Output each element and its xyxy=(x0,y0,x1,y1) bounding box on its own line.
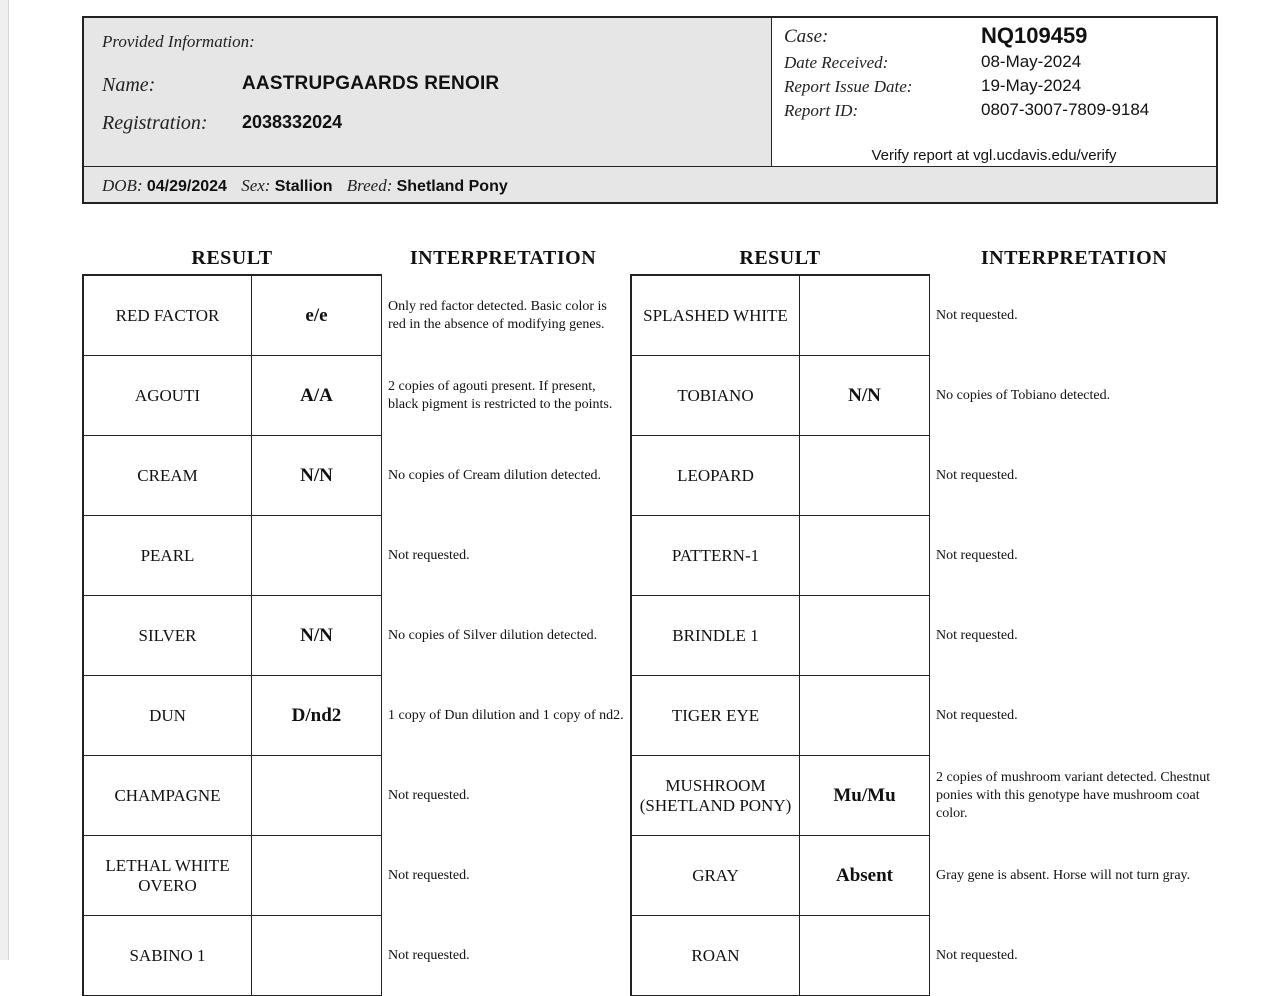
dob-label: DOB: xyxy=(102,176,143,195)
report-id-value: 0807-3007-7809-9184 xyxy=(981,100,1150,119)
test-name: SABINO 1 xyxy=(82,916,252,996)
test-name: SPLASHED WHITE xyxy=(630,276,800,356)
test-result xyxy=(252,916,382,996)
registration-number: 2038332024 xyxy=(242,112,343,132)
test-interpretation: Not requested. xyxy=(388,868,470,883)
case-label: Case: xyxy=(784,26,829,47)
report-header xyxy=(82,16,1218,204)
case-panel xyxy=(772,18,1216,166)
right-interpretation-header: INTERPRETATION xyxy=(980,247,1168,269)
provided-information-label: Provided Information: xyxy=(102,32,255,51)
page-gutter xyxy=(0,0,9,960)
horse-name: AASTRUPGAARDS RENOIR xyxy=(242,73,500,94)
test-name: LETHAL WHITE OVERO xyxy=(82,836,252,916)
test-name: TIGER EYE xyxy=(630,676,800,756)
test-result: D/nd2 xyxy=(252,676,382,756)
test-result xyxy=(800,916,930,996)
test-result xyxy=(252,516,382,596)
horse-details-bar xyxy=(84,166,1216,202)
test-name: DUN xyxy=(82,676,252,756)
test-result: N/N xyxy=(252,596,382,676)
right-result-header: RESULT xyxy=(739,247,821,269)
test-result: A/A xyxy=(252,356,382,436)
test-name: SILVER xyxy=(82,596,252,676)
test-name: CHAMPAGNE xyxy=(82,756,252,836)
test-interpretation: No copies of Cream dilution detected. xyxy=(388,468,602,483)
test-interpretation: Not requested. xyxy=(936,708,1018,723)
test-result xyxy=(800,276,930,356)
test-name: RED FACTOR xyxy=(82,276,252,356)
test-result xyxy=(800,516,930,596)
test-interpretation: 2 copies of agouti present. If present, black pigment is restricted to the points. xyxy=(388,379,613,412)
test-interpretation: Not requested. xyxy=(936,308,1018,323)
verify-link[interactable]: Verify report at vgl.ucdavis.edu/verify xyxy=(871,147,1117,164)
test-interpretation: No copies of Silver dilution detected. xyxy=(388,628,598,643)
date-received-label: Date Received: xyxy=(784,53,889,72)
test-name: MUSHROOM (SHETLAND PONY) xyxy=(630,756,800,836)
report-issue-date-label: Report Issue Date: xyxy=(784,77,913,96)
test-name: CREAM xyxy=(82,436,252,516)
test-interpretation: Not requested. xyxy=(936,628,1018,643)
breed-value: Shetland Pony xyxy=(396,178,508,195)
provided-information-panel xyxy=(84,18,772,166)
test-interpretation: 1 copy of Dun dilution and 1 copy of nd2. xyxy=(388,708,624,723)
right-results-table xyxy=(630,274,1211,976)
test-name: BRINDLE 1 xyxy=(630,596,800,676)
test-interpretation: Not requested. xyxy=(936,948,1018,963)
test-result: e/e xyxy=(252,276,382,356)
test-name: ROAN xyxy=(630,916,800,996)
case-number: NQ109459 xyxy=(981,23,1088,48)
test-interpretation: No copies of Tobiano detected. xyxy=(936,388,1111,403)
sex-label: Sex: xyxy=(241,176,271,195)
report-issue-date-value: 19-May-2024 xyxy=(981,76,1082,95)
test-interpretation: Not requested. xyxy=(388,788,470,803)
sex-value: Stallion xyxy=(274,178,333,195)
dob-value: 04/29/2024 xyxy=(146,178,227,195)
name-label: Name: xyxy=(102,74,156,96)
test-interpretation: Gray gene is absent. Horse will not turn gray. xyxy=(936,868,1191,883)
test-name: AGOUTI xyxy=(82,356,252,436)
test-result: N/N xyxy=(252,436,382,516)
test-interpretation: Not requested. xyxy=(388,548,470,563)
test-interpretation: Not requested. xyxy=(936,468,1018,483)
test-result: Absent xyxy=(800,836,930,916)
test-name: PATTERN-1 xyxy=(630,516,800,596)
breed-label: Breed: xyxy=(346,176,393,195)
test-result xyxy=(800,436,930,516)
test-name: GRAY xyxy=(630,836,800,916)
test-interpretation: 2 copies of mushroom variant detected. Chestnut ponies with this genotype have mushroom coat color. xyxy=(936,770,1211,821)
test-result xyxy=(252,756,382,836)
test-result xyxy=(800,596,930,676)
report-id-label: Report ID: xyxy=(784,101,859,120)
horse-details xyxy=(102,176,518,196)
test-result xyxy=(252,836,382,916)
test-result xyxy=(800,676,930,756)
test-name: LEOPARD xyxy=(630,436,800,516)
test-name: TOBIANO xyxy=(630,356,800,436)
test-interpretation: Only red factor detected. Basic color is red in the absence of modifying genes. xyxy=(388,299,607,332)
test-name: PEARL xyxy=(82,516,252,596)
test-interpretation: Not requested. xyxy=(936,548,1018,563)
registration-label: Registration: xyxy=(102,112,208,134)
left-results-table xyxy=(82,274,624,976)
test-interpretation: Not requested. xyxy=(388,948,470,963)
left-result-header: RESULT xyxy=(191,247,273,269)
left-interpretation-header: INTERPRETATION xyxy=(409,247,597,269)
date-received-value: 08-May-2024 xyxy=(981,52,1082,71)
test-result: Mu/Mu xyxy=(800,756,930,836)
test-result: N/N xyxy=(800,356,930,436)
